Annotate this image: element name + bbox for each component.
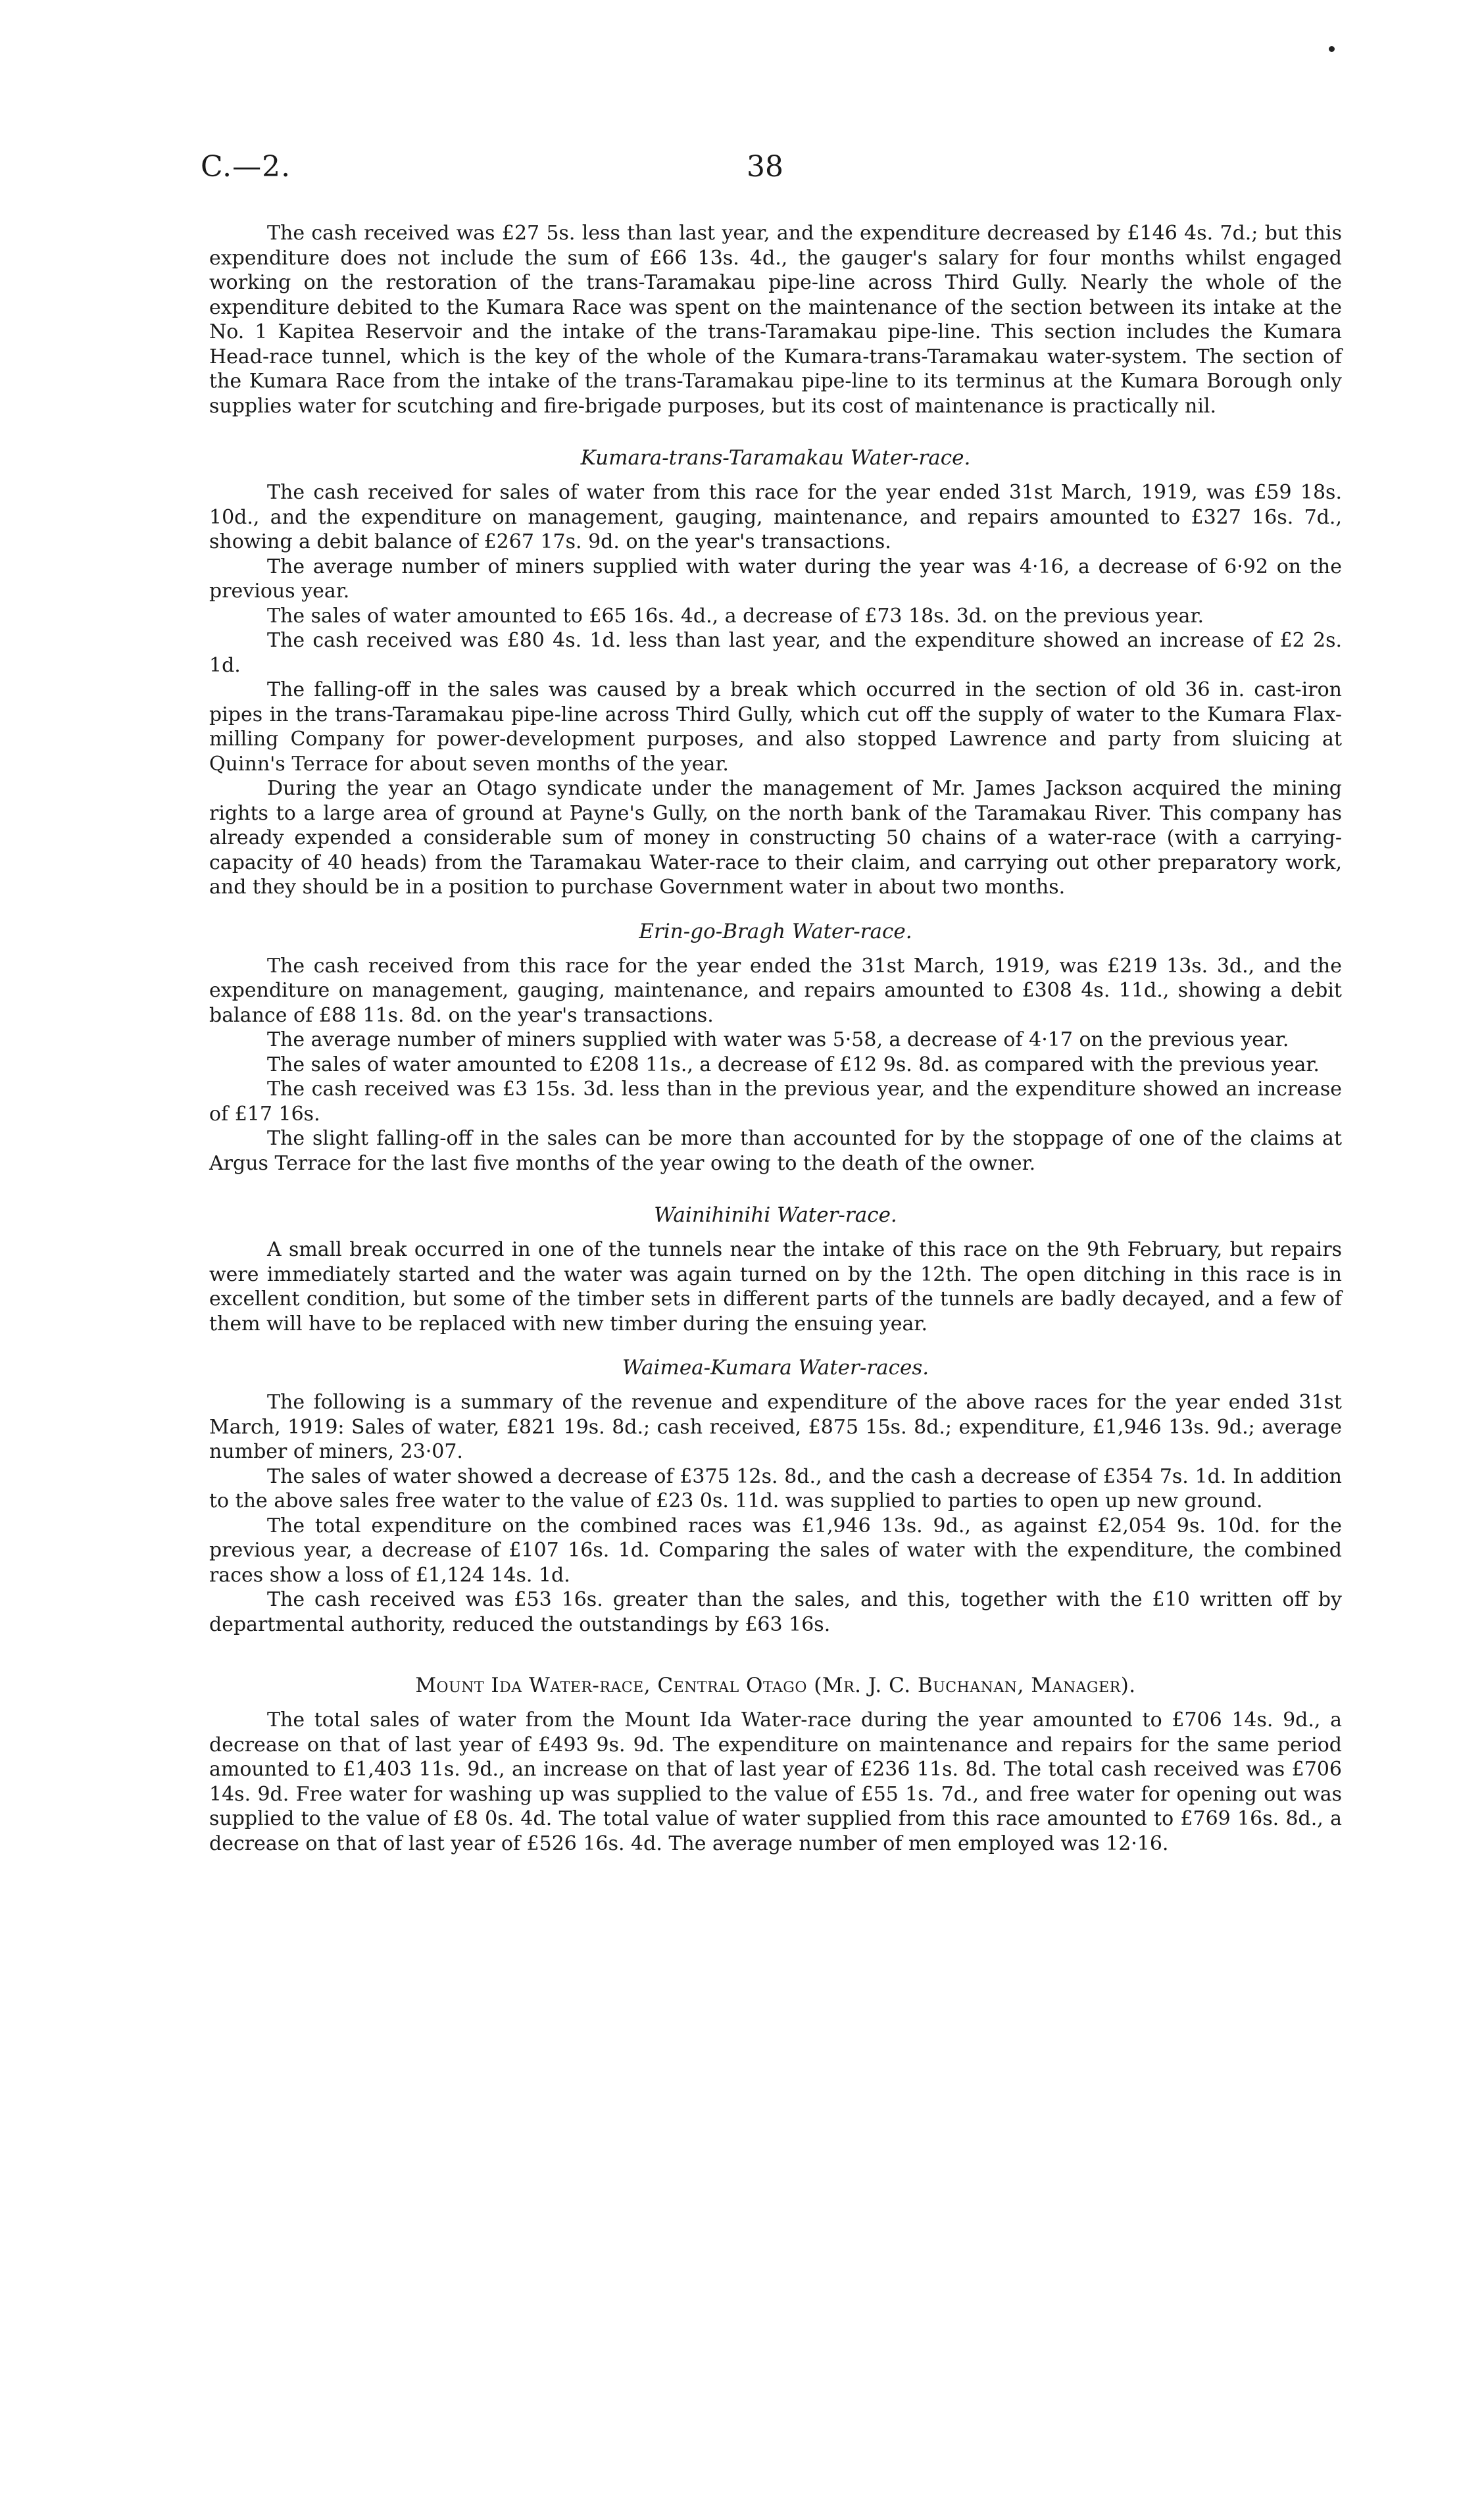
document-body (209, 221, 1342, 1856)
section-erin-go-bragh (209, 918, 1342, 1176)
page-number: 38 (747, 150, 783, 184)
paragraph: The cash received was £27 5s. less than last year, and the expenditure decreased by £146 4s. 7d.; but this expenditure does not include the sum of £66 13s. 4d., the gauger's salary for four months whilst engaged working on the restoration of the trans-Taramakau pipe-line across Third Gully. Nearly the whole of the expenditure debited to the Kumara Race was spent on the maintenance of the section between its intake at the No. 1 Kapitea Reservoir and the intake of the trans-Taramakau pipe-line. This section includes the Kumara Head-race tunnel, which is the key of the whole of the Kumara-trans-Taramakau water-system. The section of the Kumara Race from the intake of the trans-Taramakau pipe-line to its terminus at the Kumara Borough only supplies water for scutching and fire-brigade purposes, but its cost of maintenance is practically nil. (209, 222, 1342, 418)
paragraph: The cash received was £53 16s. greater than the sales, and this, together with the £10 written off by departmental authority, reduced the outstandings by £63 16s. (209, 1588, 1342, 1636)
paragraph: The following is a summary of the revenue and expenditure of the above races for the year ended 31st March, 1919: Sales of water, £821 19s. 8d.; cash received, £875 15s. 8d.; expenditure, £1,946 13s. 9d.; average number of miners, 23·07. (209, 1391, 1342, 1463)
paragraph: During the year an Otago syndicate under the management of Mr. James Jackson acquired the mining rights to a large area of ground at Payne's Gully, on the north bank of the Taramakau River. This company has already expended a considerable sum of money in constructing 50 chains of a water-race (with a carrying-capacity of 40 heads) from the Taramakau Water-race to their claim, and carrying out other preparatory work, and they should be in a position to purchase Government water in about two months. (209, 777, 1342, 899)
paragraph: The total expenditure on the combined races was £1,946 13s. 9d., as against £2,054 9s. 10d. for the previous year, a decrease of £107 16s. 1d. Comparing the sales of water with the expenditure, the combined races show a loss of £1,124 14s. 1d. (209, 1514, 1342, 1587)
intro-section (209, 221, 1342, 418)
paragraph: The average number of miners supplied with water during the year was 4·16, a decrease of 6·92 on the previous year. (209, 555, 1342, 603)
section-heading: Wainihinihi Water-race. (654, 1203, 897, 1227)
paragraph: The sales of water amounted to £65 16s. 4d., a decrease of £73 18s. 3d. on the previous year. (267, 604, 1204, 628)
paragraph: The cash received was £80 4s. 1d. less than last year, and the expenditure showed an increase of £2 2s. 1d. (209, 629, 1342, 677)
page-reference: C.—2. (201, 150, 291, 184)
paragraph: The total sales of water from the Mount Ida Water-race during the year amounted to £706 14s. 9d., a decrease on that of last year of £493 9s. 9d. The expenditure on maintenance and repairs for the same period amounted to £1,403 11s. 9d., an increase on that of last year of £236 11s. 8d. The total cash received was £706 14s. 9d. Free water for washing up was supplied to the value of £55 1s. 7d., and free water for opening out was supplied to the value of £8 0s. 4d. The total value of water supplied from this race amounted to £769 16s. 8d., a decrease on that of last year of £526 16s. 4d. The average number of men employed was 12·16. (209, 1708, 1342, 1855)
paragraph: The cash received from this race for the year ended the 31st March, 1919, was £219 13s. 3d., and the expenditure on management, gauging, maintenance, and repairs amounted to £308 4s. 11d., showing a debit balance of £88 11s. 8d. on the year's transactions. (209, 954, 1342, 1027)
section-mount-ida (209, 1672, 1342, 1856)
paragraph: The cash received for sales of water from this race for the year ended 31st March, 1919, was £59 18s. 10d., and the expenditure on management, gauging, maintenance, and repairs amounted to £327 16s. 7d., showing a debit balance of £267 17s. 9d. on the year's transactions. (209, 481, 1342, 553)
paragraph: The falling-off in the sales was caused by a break which occurred in the section of old 36 in. cast-iron pipes in the trans-Taramakau pipe-line across Third Gully, which cut off the supply of water to the Kumara Flax-milling Company for power-development purposes, and also stopped Lawrence and party from sluicing at Quinn's Terrace for about seven months of the year. (209, 678, 1342, 776)
section-waimea-kumara (209, 1355, 1342, 1637)
section-kumara-trans-taramakau (209, 445, 1342, 900)
section-heading: Mount Ida Water-race, Central Otago (Mr. J. C. Buchanan, Manager). (415, 1674, 1136, 1697)
paragraph: The sales of water amounted to £208 11s., a decrease of £12 9s. 8d. as compared with the previous year. (267, 1053, 1320, 1076)
section-heading: Waimea-Kumara Water-races. (622, 1356, 929, 1380)
section-heading: Erin-go-Bragh Water-race. (639, 919, 912, 943)
paragraph: The average number of miners supplied with water was 5·58, a decrease of 4·17 on the previous year. (267, 1028, 1289, 1051)
section-wainihinihi (209, 1202, 1342, 1336)
scan-mark (1329, 46, 1335, 52)
section-heading: Kumara-trans-Taramakau Water-race. (580, 446, 971, 470)
paragraph: The slight falling-off in the sales can be more than accounted for by the stoppage of one of the claims at Argus Terrace for the last five months of the year owing to the death of the owner. (209, 1127, 1342, 1175)
paragraph: The cash received was £3 15s. 3d. less than in the previous year, and the expenditure showed an increase of £17 16s. (209, 1078, 1342, 1126)
paragraph: A small break occurred in one of the tunnels near the intake of this race on the 9th February, but repairs were immediately started and the water was again turned on by the 12th. The open ditching in this race is in excellent condition, but some of the timber sets in different parts of the tunnels are badly decayed, and a few of them will have to be replaced with new timber during the ensuing year. (209, 1238, 1342, 1335)
paragraph: The sales of water showed a decrease of £375 12s. 8d., and the cash a decrease of £354 7s. 1d. In addition to the above sales free water to the value of £23 0s. 11d. was supplied to parties to open up new ground. (209, 1464, 1342, 1512)
